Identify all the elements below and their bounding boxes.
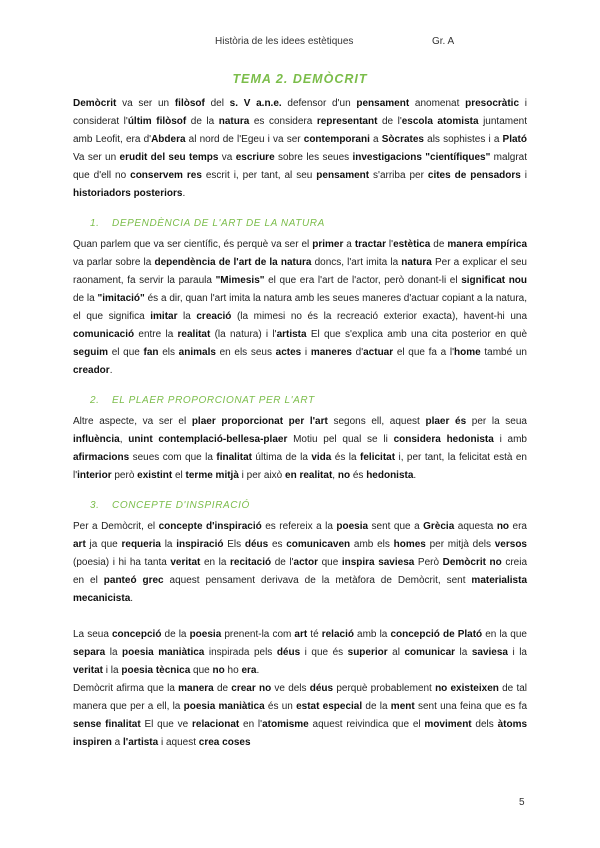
bold-text-run: filòsof [174,98,205,109]
bold-text-run: s. V a.n.e. [229,98,282,109]
bold-text-run: Demòcrit no [442,557,502,568]
text-run: i amb [493,434,527,445]
bold-text-run: art [294,629,308,640]
text-run: sobre les seues [274,152,353,163]
bold-text-run: representant [316,116,378,127]
text-run: de l' [377,116,402,127]
header-group: Gr. A [432,36,455,47]
text-run: sent que a [368,521,424,532]
text-run: es [268,539,287,550]
bold-text-run: Grècia [423,521,455,532]
text-run: el que [108,347,144,358]
text-run: els [158,347,179,358]
text-run: aquest pensament derivava de la metàfora de Demòcrit, sent [163,575,472,586]
text-run: (poesia) i hi ha tanta [73,557,171,568]
bold-text-run: en realitat [285,470,333,481]
text-run: per la seua [466,416,527,427]
text-run: de la [362,701,391,712]
header-course-title: Història de les idees estètiques [215,36,354,47]
bold-text-run: finalitat [216,452,252,463]
section-title: DEPENDÈNCIA DE L'ART DE LA NATURA [112,218,325,229]
bold-text-run: inspiració [176,539,224,550]
section-title: CONCEPTE D'INSPIRACIÓ [112,500,250,511]
text-run: era [509,521,527,532]
bold-text-run: actuar [363,347,394,358]
text-run: perquè probablement [333,683,436,694]
text-run: que [318,557,342,568]
section-heading [73,392,527,410]
bold-text-run: àtoms inspiren [73,719,528,748]
text-run: anomenat [409,98,466,109]
text-run: última de la [251,452,312,463]
paragraph-gap [73,608,527,626]
text-run: Va ser un [73,152,120,163]
bold-text-run: historiadors posteriors [73,188,183,199]
intro-paragraph [73,95,527,203]
bold-text-run: no [337,470,351,481]
section-heading [73,215,527,233]
text-run: Motiu pel qual se li [287,434,394,445]
text-run: . [182,188,186,199]
text-run: Per a explicar el seu raonament, fa servir la paraula [73,257,527,286]
bold-text-run: natura [218,116,250,127]
text-run: també un [480,347,527,358]
text-run: La seua [73,629,112,640]
section-paragraph [73,518,527,608]
bold-text-run: Sòcrates [381,134,424,145]
bold-text-run: poesia maniàtica [122,647,205,658]
bold-text-run: significat nou [461,275,528,286]
bold-text-run: "Mimesis" [215,275,265,286]
text-run: . [109,365,113,376]
text-run: sent una feina que es fa [414,701,527,712]
text-run: de tal manera que per a ell, la [73,683,527,712]
text-run: ja que [85,539,122,550]
bold-text-run: "imitació" [97,293,145,304]
text-run: , [119,434,129,445]
text-run: malgrat que d'ell no [73,152,528,181]
text-run: el [172,470,186,481]
bold-text-run: comunicació [73,329,135,340]
text-run: El que ve [140,719,192,730]
text-run: i [301,347,311,358]
bold-text-run: cites de pensadors [427,170,521,181]
section-paragraph [73,626,527,680]
bold-text-run: plaer és [425,416,467,427]
bold-text-run: concepció [111,629,162,640]
text-run: en els seus [215,347,276,358]
bold-text-run: Abdera [151,134,186,145]
bold-text-run: crea coses [198,737,251,748]
text-run: el que era l'art de l'actor, però donant-li el [264,275,462,286]
bold-text-run: requeria [121,539,161,550]
bold-text-run: superior [347,647,388,658]
bold-text-run: poesia [336,521,369,532]
bold-text-run: fan [143,347,159,358]
bold-text-run: animals [178,347,216,358]
bold-text-run: maneres [310,347,352,358]
bold-text-run: no [496,521,510,532]
bold-text-run: escriure [235,152,275,163]
bold-text-run: relacionat [191,719,240,730]
text-run: i per això [238,470,286,481]
bold-text-run: influència [73,434,120,445]
bold-text-run: estètica [393,239,431,250]
text-run: a [369,134,382,145]
bold-text-run: déus [309,683,334,694]
bold-text-run: interior [77,470,112,481]
bold-text-run: comunicaven [286,539,351,550]
text-run: amb la [353,629,391,640]
bold-text-run: actor [293,557,318,568]
bold-text-run: poesia maniàtica [183,701,265,712]
text-run: va [218,152,236,163]
text-run: va ser un [116,98,175,109]
text-run: de [213,683,232,694]
bold-text-run: déus [276,647,301,658]
bold-text-run: comunicar [404,647,456,658]
bold-text-run: escola atomista [401,116,479,127]
text-run: en l' [239,719,263,730]
bold-text-run: felicitat [360,452,396,463]
text-run: ho [224,665,242,676]
section-title: EL PLAER PROPORCIONAT PER L'ART [112,395,315,406]
text-run: la [105,647,123,658]
section-paragraph [73,413,527,485]
text-run: seues com que la [129,452,217,463]
text-run: Per a Demòcrit, el [73,521,159,532]
text-run: al nord de l'Egeu i va ser [185,134,304,145]
bold-text-run: panteó grec [103,575,164,586]
text-run: aquest reivindica que el [308,719,425,730]
bold-text-run: concepció de Plató [390,629,483,640]
text-run: l' [385,239,394,250]
text-run: de la [73,293,98,304]
bold-text-run: pensament [316,170,370,181]
text-run: és [350,470,367,481]
text-run: a [111,737,124,748]
bold-text-run: artista [276,329,307,340]
text-run: (la natura) i l' [210,329,277,340]
sections-container [73,215,527,752]
bold-text-run: Demòcrit [73,98,117,109]
text-run: . [413,470,417,481]
bold-text-run: inspira saviesa [341,557,415,568]
text-run: Quan parlem que va ser científic, és perquè va ser el [73,239,313,250]
document-body [73,95,527,752]
bold-text-run: veritat [170,557,201,568]
bold-text-run: vida [311,452,332,463]
text-run: de la [186,116,219,127]
section-paragraph [73,680,527,752]
bold-text-run: ment [390,701,415,712]
bold-text-run: concepte d'inspiració [158,521,262,532]
text-run: escrit i, per tant, al seu [201,170,317,181]
text-run: que [190,665,213,676]
text-run: i aquest [158,737,199,748]
bold-text-run: relació [321,629,354,640]
text-run: va parlar sobre la [73,257,155,268]
text-run: creia en el [73,557,528,586]
text-run: és un [264,701,297,712]
text-run: i la [507,647,527,658]
section-number: 2. [90,395,100,406]
text-run: però [111,470,138,481]
text-run: . [130,593,134,604]
bold-text-run: poesia [189,629,222,640]
bold-text-run: veritat [73,665,104,676]
text-run: és la [331,452,361,463]
text-run: de l' [271,557,294,568]
bold-text-run: primer [312,239,344,250]
bold-text-run: saviesa [471,647,508,658]
text-run: i la [103,665,122,676]
text-run: segons ell, aquest [327,416,426,427]
text-run: amb els [350,539,394,550]
bold-text-run: considera hedonista [393,434,494,445]
text-run: prenent-la com [221,629,295,640]
text-run: dels [471,719,498,730]
text-run: de la [161,629,190,640]
bold-text-run: homes [393,539,426,550]
bold-text-run: creació [196,311,232,322]
section-heading [73,497,527,515]
text-run: juntament amb Leofit, era d' [73,116,527,145]
text-run: Els [223,539,245,550]
text-run: , [332,470,338,481]
section-number: 1. [90,218,100,229]
text-run: i [520,170,528,181]
text-run: d' [351,347,364,358]
text-run: del [204,98,230,109]
text-run: i que és [300,647,348,658]
section-number: 3. [90,500,100,511]
text-run: a [343,239,355,250]
bold-text-run: conservem res [130,170,202,181]
text-run: doncs, l'art imita la [311,257,402,268]
bold-text-run: l'artista [123,737,159,748]
bold-text-run: no existeixen [435,683,499,694]
bold-text-run: sense finalitat [73,719,141,730]
text-run: la [455,647,472,658]
text-run: defensor d'un [281,98,357,109]
bold-text-run: plaer proporcionat per l'art [191,416,328,427]
text-run: en la que [482,629,527,640]
bold-text-run: separa [73,647,106,658]
text-run: Demòcrit afirma que la [73,683,179,694]
text-run: es considera [249,116,317,127]
text-run: es refereix a la [261,521,337,532]
bold-text-run: poesia tècnica [121,665,191,676]
text-run: Altre aspecte, va ser el [73,416,192,427]
text-run: la [177,311,197,322]
bold-text-run: dependència de l'art de la natura [154,257,312,268]
bold-text-run: home [454,347,481,358]
bold-text-run: manera [178,683,214,694]
page-number: 5 [519,797,525,808]
bold-text-run: art [73,539,86,550]
text-run: té [307,629,322,640]
text-run: entre la [134,329,178,340]
bold-text-run: Plató [502,134,527,145]
text-run: i, per tant, la felicitat està en l' [73,452,527,481]
bold-text-run: terme mitjà [185,470,239,481]
text-run: El que s'explica amb una cita posterior en què [306,329,528,340]
section-paragraph [73,236,527,380]
bold-text-run: seguim [73,347,109,358]
bold-text-run: existint [137,470,173,481]
text-run: és a dir, quan l'art imita la natura amb les seues maneres d'actuar copiant a la natura, el que significa [73,293,527,322]
bold-text-run: últim filòsof [127,116,187,127]
bold-text-run: moviment [424,719,472,730]
text-run: Però [414,557,443,568]
text-run: per mitjà dels [425,539,495,550]
bold-text-run: investigacions "científiques" [352,152,491,163]
text-run: (la mimesi no és la recreació exterior exacta), havent-hi una [231,311,527,322]
bold-text-run: afirmacions [73,452,130,463]
bold-text-run: contemporani [303,134,370,145]
bold-text-run: unint contemplació-bellesa-plaer [128,434,288,445]
bold-text-run: no [212,665,225,676]
text-run: en la [200,557,230,568]
bold-text-run: natura [401,257,432,268]
text-run: el que fa a l' [393,347,455,358]
bold-text-run: tractar [354,239,386,250]
bold-text-run: presocràtic [465,98,520,109]
text-run: . [256,665,260,676]
bold-text-run: recitació [230,557,272,568]
text-run: als sophistes i a [424,134,503,145]
text-run: de [430,239,448,250]
text-run: ve dels [271,683,310,694]
bold-text-run: realitat [177,329,211,340]
bold-text-run: pensament [356,98,410,109]
chapter-title: TEMA 2. DEMÒCRIT [232,72,368,86]
bold-text-run: actes [275,347,302,358]
bold-text-run: era [241,665,257,676]
bold-text-run: déus [244,539,269,550]
bold-text-run: versos [494,539,527,550]
text-run: al [387,647,405,658]
bold-text-run: atomisme [262,719,309,730]
bold-text-run: crear no [231,683,272,694]
bold-text-run: creador [73,365,110,376]
text-run: la [160,539,177,550]
bold-text-run: materialista mecanicista [73,575,528,604]
text-run: aquesta [454,521,497,532]
bold-text-run: erudit del seu temps [119,152,219,163]
bold-text-run: estat especial [296,701,363,712]
text-run: inspirada pels [204,647,277,658]
text-run: s'arriba per [369,170,428,181]
text-run: i considerat l' [73,98,527,127]
bold-text-run: hedonista [366,470,414,481]
bold-text-run: manera empírica [447,239,528,250]
bold-text-run: imitar [150,311,178,322]
